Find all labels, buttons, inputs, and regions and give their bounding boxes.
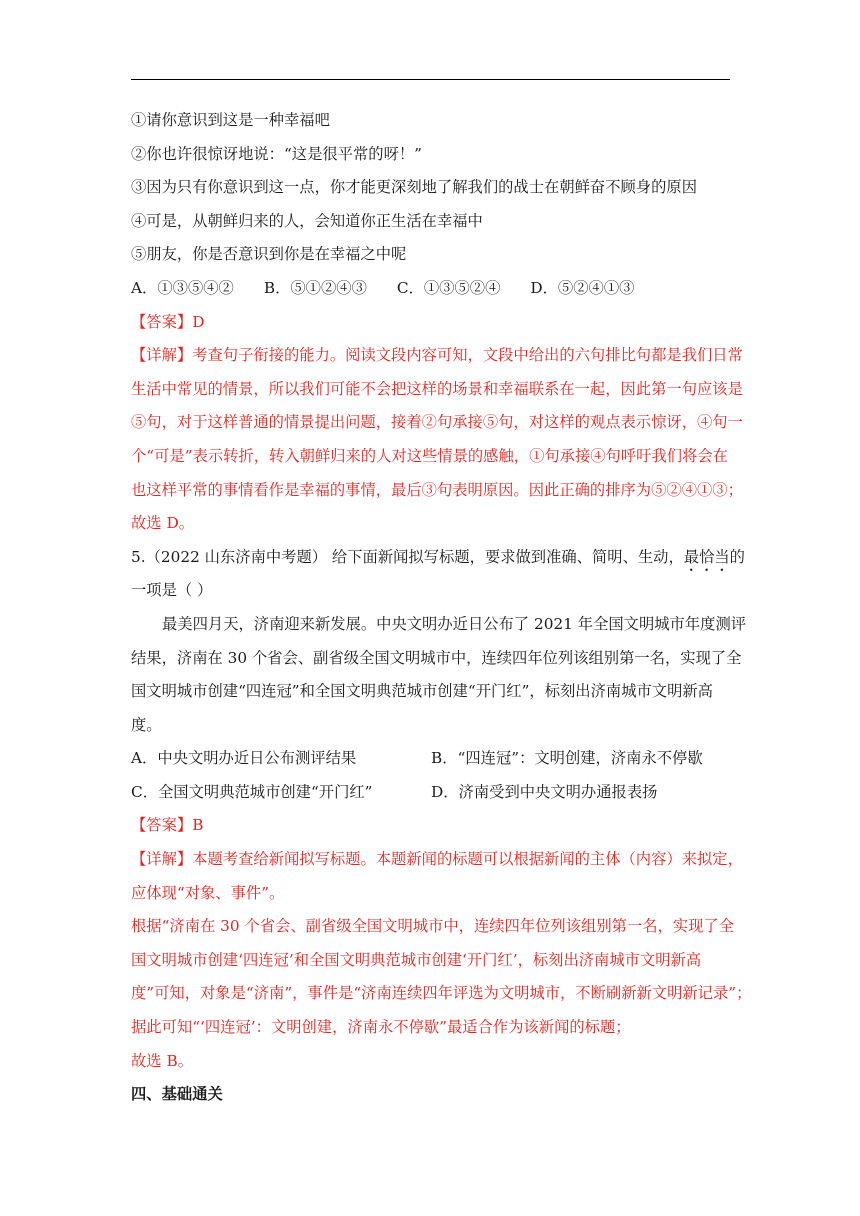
q5-stem-emphasis: 最恰当 xyxy=(683,547,730,566)
option-a: A．①③⑤④② xyxy=(131,278,234,297)
passage-line: 国文明城市创建“四连冠”和全国文明典范城市创建“开门红”，标刻出济南城市文明新高 xyxy=(131,682,713,701)
option-b: B．“四连冠”：文明创建，济南永不停歇 xyxy=(431,749,703,768)
detail-line: 也这样平常的事情看作是幸福的事情，最后③句表明原因。因此正确的排序为⑤②④①③； xyxy=(131,480,743,499)
detail-line: 【详解】本题考查给新闻拟写标题。本题新闻的标题可以根据新闻的主体（内容）来拟定， xyxy=(131,850,743,869)
option-b: B．⑤①②④③ xyxy=(263,278,367,297)
passage-line: 结果，济南在 30 个省会、副省级全国文明城市中，连续四年位列该组别第一名，实现了全 xyxy=(131,648,742,667)
detail-line: 据此可知“‘四连冠’：文明创建，济南永不停歇”最适合作为该新闻的标题； xyxy=(131,1018,631,1037)
option-d: D．⑤②④①③ xyxy=(530,278,635,297)
passage-line: 最美四月天，济南迎来新发展。中央文明办近日公布了 2021 年全国文明城市年度测评 xyxy=(162,614,747,633)
detail-line: 根据“济南在 30 个省会、副省级全国文明城市中，连续四年位列该组别第一名，实现了全 xyxy=(131,917,734,936)
detail-line: 国文明城市创建‘四连冠’和全国文明典范城市创建‘开门红’，标刻出济南城市文明新高 xyxy=(131,950,702,969)
detail-line: 度”可知，对象是“济南”，事件是“济南连续四年评选为文明城市，不断刷新新文明新记录”； xyxy=(131,984,752,1003)
q4-sentences xyxy=(131,104,731,272)
detail-line: 应体现“对象、事件”。 xyxy=(131,883,285,902)
q5-detail xyxy=(131,843,752,1078)
q5-stem xyxy=(131,541,745,575)
detail-line: 【详解】考查句子衔接的能力。阅读文段内容可知，文段中给出的六句排比句都是我们日常 xyxy=(131,346,743,365)
q5-stem-tail: 的 xyxy=(729,547,745,566)
q5-options-row-2 xyxy=(131,776,731,810)
q5-stem-text: 5.（2022 山东济南中考题） 给下面新闻拟写标题，要求做到准确、简明、生动， xyxy=(131,547,684,566)
q5-stem-line2: 一项是（ ） xyxy=(131,581,213,600)
option-c: C．①③⑤②④ xyxy=(396,278,501,297)
document-body xyxy=(131,104,752,1112)
option-a: A．中央文明办近日公布测评结果 xyxy=(131,749,357,768)
detail-line: ⑤句，对于这样普通的情景提出问题，接着②句承接⑤句，对这样的观点表示惊讶，④句一 xyxy=(131,413,743,432)
q5-answer: 【答案】B xyxy=(131,816,204,835)
q4-detail xyxy=(131,339,743,541)
sentence-1: ①请你意识到这是一种幸福吧 xyxy=(131,111,330,129)
sentence-3: ③因为只有你意识到这一点，你才能更深刻地了解我们的战士在朝鲜奋不顾身的原因 xyxy=(131,178,697,197)
option-c: C．全国文明典范城市创建“开门红” xyxy=(131,782,373,801)
detail-line: 故选 D。 xyxy=(131,514,195,533)
option-d: D．济南受到中央文明办通报表扬 xyxy=(431,782,658,801)
detail-line: 生活中常见的情景，所以我们可能不会把这样的场景和幸福联系在一起，因此第一句应该是 xyxy=(131,379,743,398)
section-title: 四、基础通关 xyxy=(131,1085,223,1104)
sentence-4: ④可是，从朝鲜归来的人，会知道你正生活在幸福中 xyxy=(131,211,483,230)
q5-passage xyxy=(131,608,747,742)
detail-line: 个“可是”表示转折，转入朝鲜归来的人对这些情景的感触，①句承接④句呼吁我们将会在 xyxy=(131,446,728,465)
q4-answer: 【答案】D xyxy=(131,312,205,331)
passage-line: 度。 xyxy=(131,715,162,734)
q4-options xyxy=(131,272,731,306)
sentence-5: ⑤朋友，你是否意识到你是在幸福之中呢 xyxy=(131,245,407,264)
q5-options-row-1 xyxy=(131,742,731,776)
sentence-2: ②你也许很惊讶地说：“这是很平常的呀！” xyxy=(131,144,422,163)
header-rule xyxy=(131,79,730,80)
detail-line: 故选 B。 xyxy=(131,1051,193,1070)
